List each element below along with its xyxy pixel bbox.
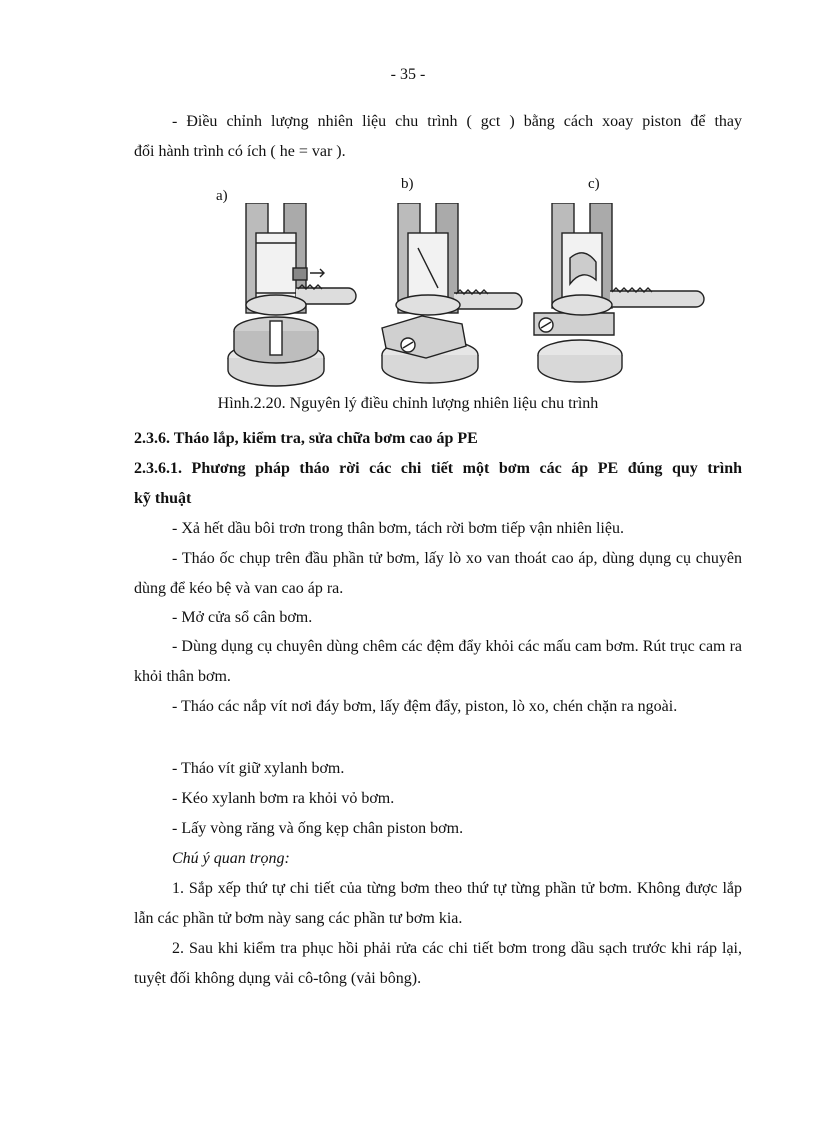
intro-line-1: - Điều chỉnh lượng nhiên liệu chu trình ( gct ) bằng cách xoay piston để thay bbox=[172, 113, 742, 130]
step-item: - Kéo xylanh bơm ra khỏi vỏ bơm. bbox=[172, 790, 395, 807]
step-item: - Mở cửa sổ cân bơm. bbox=[172, 609, 313, 626]
step-item: - Lấy vòng răng và ống kẹp chân piston bơm. bbox=[172, 820, 464, 837]
note-item: 2. Sau khi kiểm tra phục hồi phải rửa các chi tiết bơm trong dầu sạch trước khi ráp lại, tuyệt đối không dụng vải cô-tông (vải bông). bbox=[134, 940, 742, 987]
figure-caption: Hình.2.20. Nguyên lý điều chỉnh lượng nhiên liệu chu trình bbox=[217, 395, 599, 412]
subsection-heading-line-2: kỹ thuật bbox=[134, 490, 192, 507]
pump-diagram-c bbox=[530, 203, 710, 388]
figure-label-a: a) bbox=[216, 188, 228, 204]
figure-label-c: c) bbox=[588, 176, 600, 192]
step-item: - Tháo vít giữ xylanh bơm. bbox=[172, 760, 345, 777]
note-title: Chú ý quan trọng: bbox=[172, 850, 290, 867]
step-item: - Tháo các nắp vít nơi đáy bơm, lấy đệm đẩy, piston, lò xo, chén chặn ra ngoài. bbox=[172, 698, 678, 715]
subsection-heading-line-1: 2.3.6.1. Phương pháp tháo rời các chi tiết một bơm các áp PE đúng quy trình bbox=[134, 460, 742, 477]
step-item: - Dùng dụng cụ chuyên dùng chêm các đệm đẩy khỏi các mấu cam bơm. Rút trục cam ra khỏi thân bơm. bbox=[134, 638, 742, 685]
note-item: 1. Sắp xếp thứ tự chi tiết của từng bơm theo thứ tự từng phần tử bơm. Không được lắp lẫn các phần tử bơm này sang các phần tư bơm kia. bbox=[134, 880, 742, 927]
section-heading: 2.3.6. Tháo lắp, kiểm tra, sửa chữa bơm cao áp PE bbox=[134, 430, 478, 447]
step-item: - Tháo ốc chụp trên đầu phần tử bơm, lấy lò xo van thoát cao áp, dùng dụng cụ chuyên dùng để kéo bệ và van cao áp ra. bbox=[134, 550, 742, 597]
figure-label-b: b) bbox=[401, 176, 414, 192]
intro-line-2: đổi hành trình có ích ( he = var ). bbox=[134, 143, 346, 160]
pump-diagram-b bbox=[368, 203, 528, 388]
step-item: - Xả hết dầu bôi trơn trong thân bơm, tách rời bơm tiếp vận nhiên liệu. bbox=[172, 520, 624, 537]
pump-diagram-a bbox=[218, 203, 358, 388]
page-number: - 35 - bbox=[390, 66, 426, 83]
